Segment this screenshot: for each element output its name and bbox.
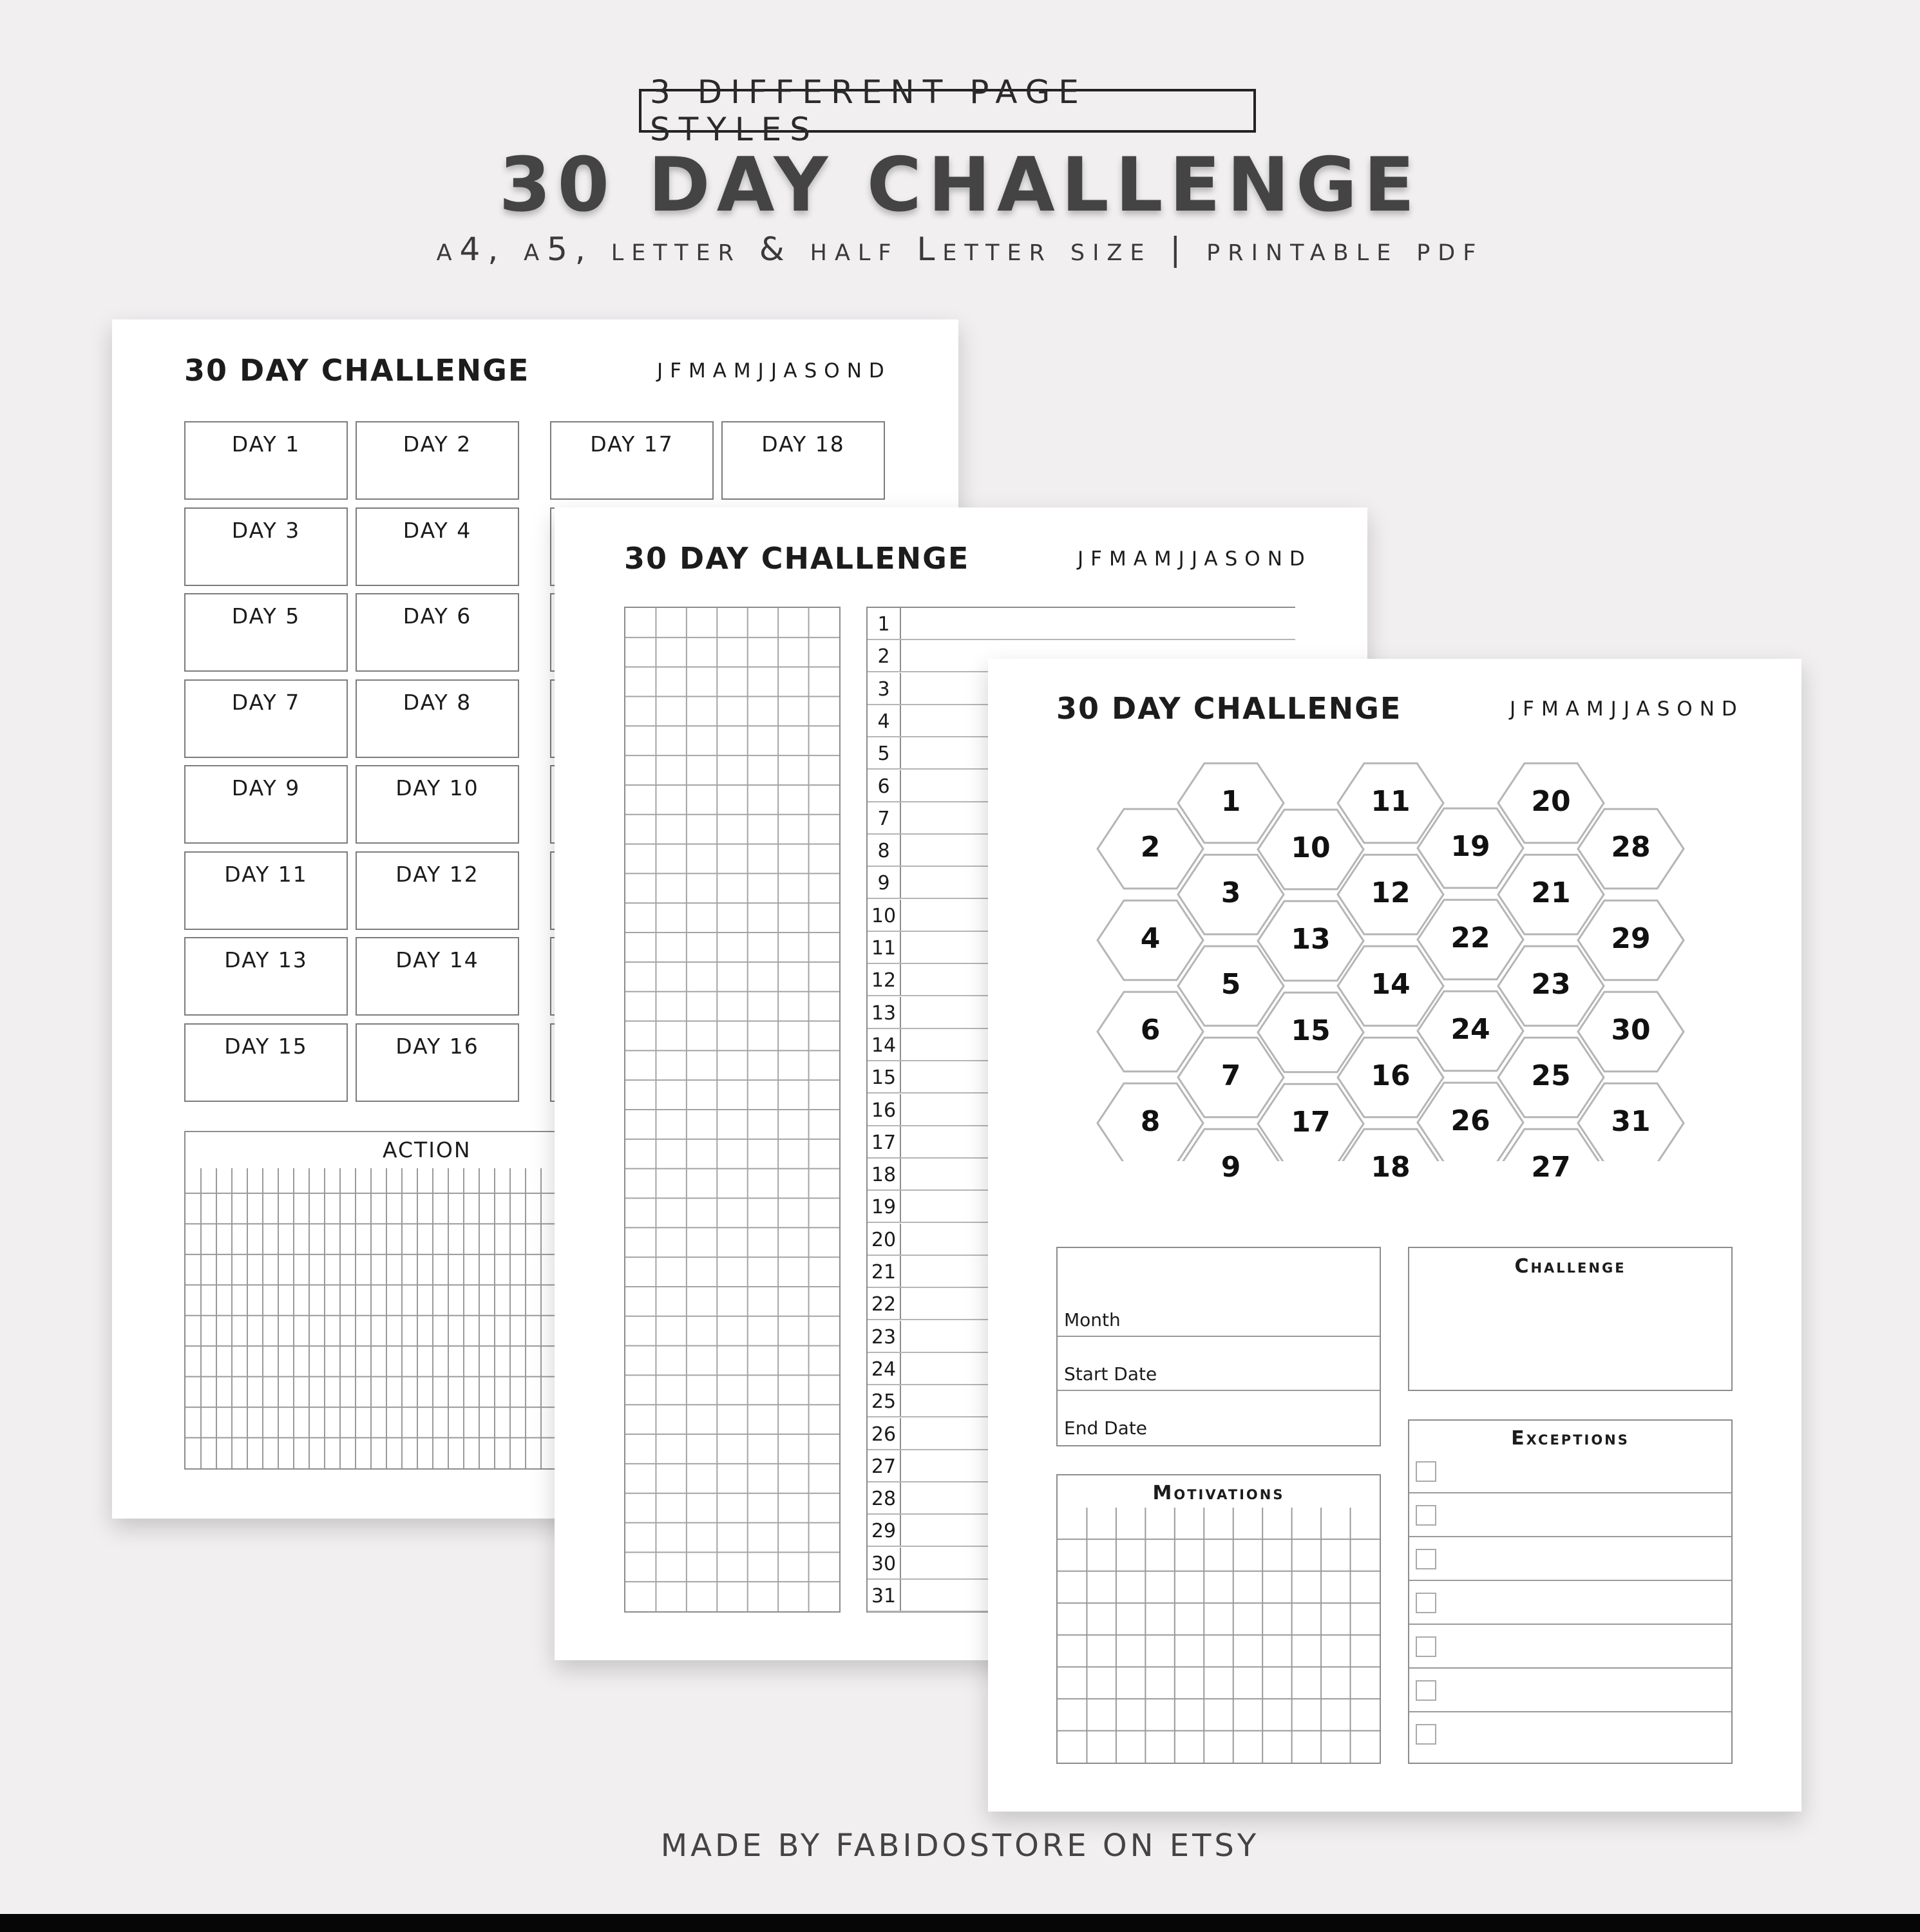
dates-box <box>1056 1247 1381 1446</box>
bottom-bar <box>0 1914 1920 1932</box>
hexagon-day-number: 19 <box>1450 830 1490 863</box>
hexagon-day-number: 13 <box>1291 923 1331 956</box>
subtitle: a4, a5, letter & half Letter size | printable pdf <box>436 231 1484 268</box>
row-number: 15 <box>868 1061 901 1092</box>
row-number: 27 <box>868 1450 901 1481</box>
list-row <box>868 608 1295 640</box>
day-box: DAY 18 <box>721 421 885 500</box>
hexagon-day-number: 12 <box>1371 876 1411 909</box>
exception-checkbox[interactable] <box>1416 1593 1436 1613</box>
hexagon-day-number: 26 <box>1450 1104 1490 1137</box>
hexagon-day-number: 2 <box>1140 831 1161 864</box>
hexagon-day-number: 9 <box>1221 1151 1241 1184</box>
page-style-hexagon <box>988 659 1801 1812</box>
exception-checkbox[interactable] <box>1416 1680 1436 1701</box>
motivations-grid <box>1058 1475 1380 1763</box>
end-date-field-label: End Date <box>1064 1417 1148 1439</box>
page-title: 30 DAY CHALLENGE <box>1056 691 1402 726</box>
row-number: 11 <box>868 932 901 963</box>
row-number: 17 <box>868 1126 901 1157</box>
hexagon-day-number: 6 <box>1140 1014 1161 1046</box>
page-title: 30 DAY CHALLENGE <box>184 353 530 388</box>
page-title: 30 DAY CHALLENGE <box>624 541 970 576</box>
hexagon-day-number: 18 <box>1371 1151 1411 1184</box>
exception-checkbox[interactable] <box>1416 1549 1436 1569</box>
hexagon-day-number: 20 <box>1531 785 1571 818</box>
hexagon-day-number: 5 <box>1221 968 1241 1001</box>
hexagon-day-number: 29 <box>1611 922 1651 955</box>
hexagon-day-number: 16 <box>1371 1059 1411 1092</box>
row-number: 12 <box>868 964 901 995</box>
day-box: DAY 7 <box>184 679 348 758</box>
start-date-field-label: Start Date <box>1064 1363 1157 1385</box>
row-number: 28 <box>868 1482 901 1513</box>
row-number: 30 <box>868 1548 901 1578</box>
row-number: 19 <box>868 1191 901 1222</box>
challenge-heading: Challenge <box>1514 1255 1626 1278</box>
row-number: 14 <box>868 1029 901 1060</box>
exception-checkbox[interactable] <box>1416 1636 1436 1657</box>
day-box: DAY 4 <box>356 507 519 586</box>
action-box <box>184 1131 558 1470</box>
exception-line <box>1409 1711 1731 1712</box>
row-number: 13 <box>868 997 901 1028</box>
day-box: DAY 12 <box>356 851 519 930</box>
hexagon-day-number: 10 <box>1291 831 1331 864</box>
row-number: 26 <box>868 1418 901 1449</box>
day-box: DAY 2 <box>356 421 519 500</box>
exception-line <box>1409 1580 1731 1581</box>
row-number: 3 <box>868 673 901 704</box>
action-grid <box>185 1132 556 1468</box>
hexagon-day-number: 7 <box>1221 1059 1241 1092</box>
hexagon-day-number: 25 <box>1531 1059 1571 1092</box>
row-number: 29 <box>868 1515 901 1546</box>
day-box: DAY 5 <box>184 593 348 672</box>
hexagon-day-number: 17 <box>1291 1106 1331 1139</box>
exceptions-heading: Exceptions <box>1511 1427 1630 1450</box>
hexagon-day-number: 11 <box>1371 785 1411 818</box>
hexagon-day-number: 31 <box>1611 1105 1651 1138</box>
divider <box>1058 1390 1380 1391</box>
row-number: 21 <box>868 1256 901 1287</box>
exception-checkbox[interactable] <box>1416 1505 1436 1526</box>
day-box: DAY 3 <box>184 507 348 586</box>
row-number: 4 <box>868 705 901 736</box>
row-number: 5 <box>868 737 901 768</box>
exception-checkbox[interactable] <box>1416 1724 1436 1745</box>
day-box: DAY 15 <box>184 1023 348 1102</box>
hexagon-day-number: 21 <box>1531 876 1571 909</box>
row-number: 1 <box>868 608 901 639</box>
day-box: DAY 1 <box>184 421 348 500</box>
day-box: DAY 8 <box>356 679 519 758</box>
hexagon-day-number: 3 <box>1221 876 1241 909</box>
day-box: DAY 14 <box>356 937 519 1016</box>
row-number: 20 <box>868 1224 901 1255</box>
motivations-box <box>1056 1474 1381 1764</box>
page-styles-badge: 3 DIFFERENT PAGE STYLES <box>639 89 1256 133</box>
hexagon-day-number: 30 <box>1611 1014 1651 1046</box>
exception-line <box>1409 1492 1731 1493</box>
hexagon-day-number: 14 <box>1371 968 1411 1001</box>
month-field-label: Month <box>1064 1309 1121 1331</box>
months-row: JFMAMJJASOND <box>1510 697 1744 721</box>
row-number: 22 <box>868 1288 901 1319</box>
row-number: 24 <box>868 1353 901 1384</box>
day-box: DAY 6 <box>356 593 519 672</box>
hexagon-day-number: 1 <box>1221 785 1241 818</box>
hexagon-day-number: 23 <box>1531 968 1571 1001</box>
row-number: 18 <box>868 1159 901 1189</box>
day-box: DAY 10 <box>356 765 519 844</box>
row-number: 23 <box>868 1321 901 1352</box>
main-title: 30 DAY CHALLENGE <box>499 142 1421 229</box>
footer-credit: MADE BY FABIDOSTORE ON ETSY <box>660 1828 1260 1864</box>
action-label: ACTION <box>383 1137 471 1162</box>
day-box: DAY 9 <box>184 765 348 844</box>
tracker-grid-lines <box>625 608 839 1611</box>
exception-line <box>1409 1536 1731 1537</box>
exception-checkbox[interactable] <box>1416 1461 1436 1482</box>
hexagon-day-number: 24 <box>1450 1013 1490 1046</box>
divider <box>1058 1336 1380 1337</box>
row-number: 25 <box>868 1385 901 1416</box>
row-number: 31 <box>868 1580 901 1611</box>
months-row: JFMAMJJASOND <box>657 359 891 383</box>
row-number: 8 <box>868 835 901 866</box>
day-box: DAY 16 <box>356 1023 519 1102</box>
hexagon-day-number: 27 <box>1531 1151 1571 1184</box>
day-box: DAY 17 <box>550 421 714 500</box>
motivations-heading: Motivations <box>1152 1482 1285 1504</box>
row-number: 16 <box>868 1094 901 1125</box>
hexagon-day-number: 28 <box>1611 831 1651 864</box>
months-row: JFMAMJJASOND <box>1078 547 1312 571</box>
row-number: 2 <box>868 640 901 671</box>
row-number: 7 <box>868 802 901 833</box>
row-number: 6 <box>868 770 901 801</box>
row-number: 9 <box>868 867 901 898</box>
day-box: DAY 13 <box>184 937 348 1016</box>
hexagon-day-number: 4 <box>1140 922 1161 955</box>
row-number: 10 <box>868 900 901 931</box>
hexagon-day-number: 8 <box>1140 1105 1161 1138</box>
hexagon-day-number: 22 <box>1450 922 1490 954</box>
tracker-grid <box>624 607 841 1613</box>
exception-line <box>1409 1667 1731 1669</box>
hexagon-day-number: 15 <box>1291 1014 1331 1047</box>
day-box: DAY 11 <box>184 851 348 930</box>
exception-line <box>1409 1624 1731 1625</box>
